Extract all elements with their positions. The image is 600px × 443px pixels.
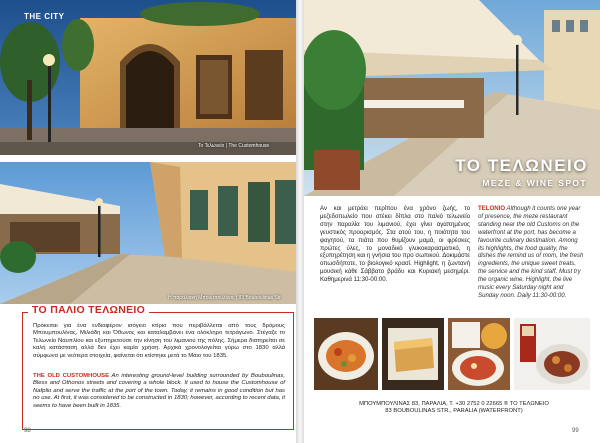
box-english-paragraph: [33, 373, 285, 410]
restaurant-english-text: Although it counts one year of presence, the meze restaurant standing near the old Customs on the waterfront at the port, has become a favourite culinary destination. Among its highlights, the food quality, the dishes the remind us of mom, the fresh ingredients, the unique sweet treats, the service and the kind staff. Must try the organic wine. Highlight, the live music every Saturday night and Sunday noon. Daily 11:30-00:00.: [478, 205, 584, 299]
waterfront-street-photo: [0, 162, 296, 304]
photo-caption-customhouse: Το Τελωνείο | The Customhouse: [198, 143, 270, 149]
restaurant-address: [334, 401, 574, 416]
box-english-text: An interesting ground-level building surrounded by Bouboulinas, Bless and Othonos streets and covering a whole block. It used to house the Customhouse of Nafplio and serve the traffic at the port of the town. Today, it remains in good condition but has no use. At first, it was considered to be constructed in 1830; however, according to recent data, it seems to have been built in 1835.: [33, 373, 285, 409]
restaurant-subtitle: MEZE & WINE SPOT: [482, 178, 587, 188]
section-label: THE CITY: [24, 12, 65, 21]
old-customhouse-box: [22, 304, 294, 430]
restaurant-title: ΤΟ ΤΕΛΩΝΕΙΟ: [455, 156, 588, 175]
food-photo-salad: [448, 318, 510, 390]
page-number-left: 98: [24, 428, 31, 434]
box-english-lead: THE OLD CUSTOMHOUSE: [33, 373, 110, 379]
right-page: [304, 0, 600, 443]
left-page: [0, 0, 296, 443]
restaurant-english-lead: TELONIO: [478, 205, 506, 212]
photo-caption-waterfront: Η παραλιακή Μπουμπουλίνας | 83 Bouboulinas Str.: [168, 295, 282, 301]
box-greek-text: Πρόκειται για ένα ενδιαφέρον ισόγειο κτίριο που περιβάλλεται από τους δρόμους Μπουμπουλίνας, Μιλιάδη και Όθωνος και καταλαμβάνει ένα ολόκληρο τετράγωνο. Στέγαζε το Τελωνείο Ναυπλίου και εξυπηρετούσε την κίνηση του λιμανιού της πόλης. Σήμερα διατηρείται σε καλή κατάσταση αλλά δεν έχει καμία χρήση. Αρχικά χρονολογείται γύρω στο 1830 αλλά σύμφωνα με νεότερα στοιχεία, φαίνεται ότι κτίστηκε μετά το Μάιο του 1835.: [33, 323, 285, 359]
box-title: ΤΟ ΠΑΛΙΟ ΤΕΛΩΝΕΙΟ: [28, 304, 149, 316]
page-number-right: 99: [572, 428, 579, 434]
restaurant-greek-text: Αν και μετράει περίπου ένα χρόνο ζωής, το μεζεδοπωλείο που στέκει δίπλα στο παλιό τελωνείο στην παραλία του λιμανιού, έχει γίνει αγαπημένος γευστικός προορισμός. Στα ατού του, η ποιότητα του φαγητού, τα πιάτα που θυμίζουν μαμά, οι φρέσκες πρώτες ύλες, το μοναδικό γλυκοκαρασματικό, η εξυπηρέτηση και η γνήσια του προ σωπικού. Δοκιμάστε οπωσδήποτε, το βιολογικό κρασί. Highlight, η ζωντανή μουσική κάθε Σάββατο βράδυ και Κυριακή μεσημέρι. Καθημερινά 11:30-00:00.: [320, 205, 470, 284]
address-line-greek: ΜΠΟΥΜΠΟΥΛΙΝΑΣ 83, ΠΑΡΑΛΙΑ, Τ. +30 2752 0 22665 ® ΤΟ ΤΕΛΩΝΕΙΟ: [359, 401, 549, 407]
food-photo-plate: [314, 318, 378, 390]
restaurant-english-paragraph: [478, 205, 584, 300]
address-line-english: 83 BOUBOULINAS STR., PARALIA (WATERFRONT): [385, 408, 523, 415]
food-photo-pie: [382, 318, 444, 390]
food-photo-wine: [514, 318, 590, 390]
spread-gutter: [296, 0, 304, 443]
customhouse-photo: [0, 0, 296, 155]
